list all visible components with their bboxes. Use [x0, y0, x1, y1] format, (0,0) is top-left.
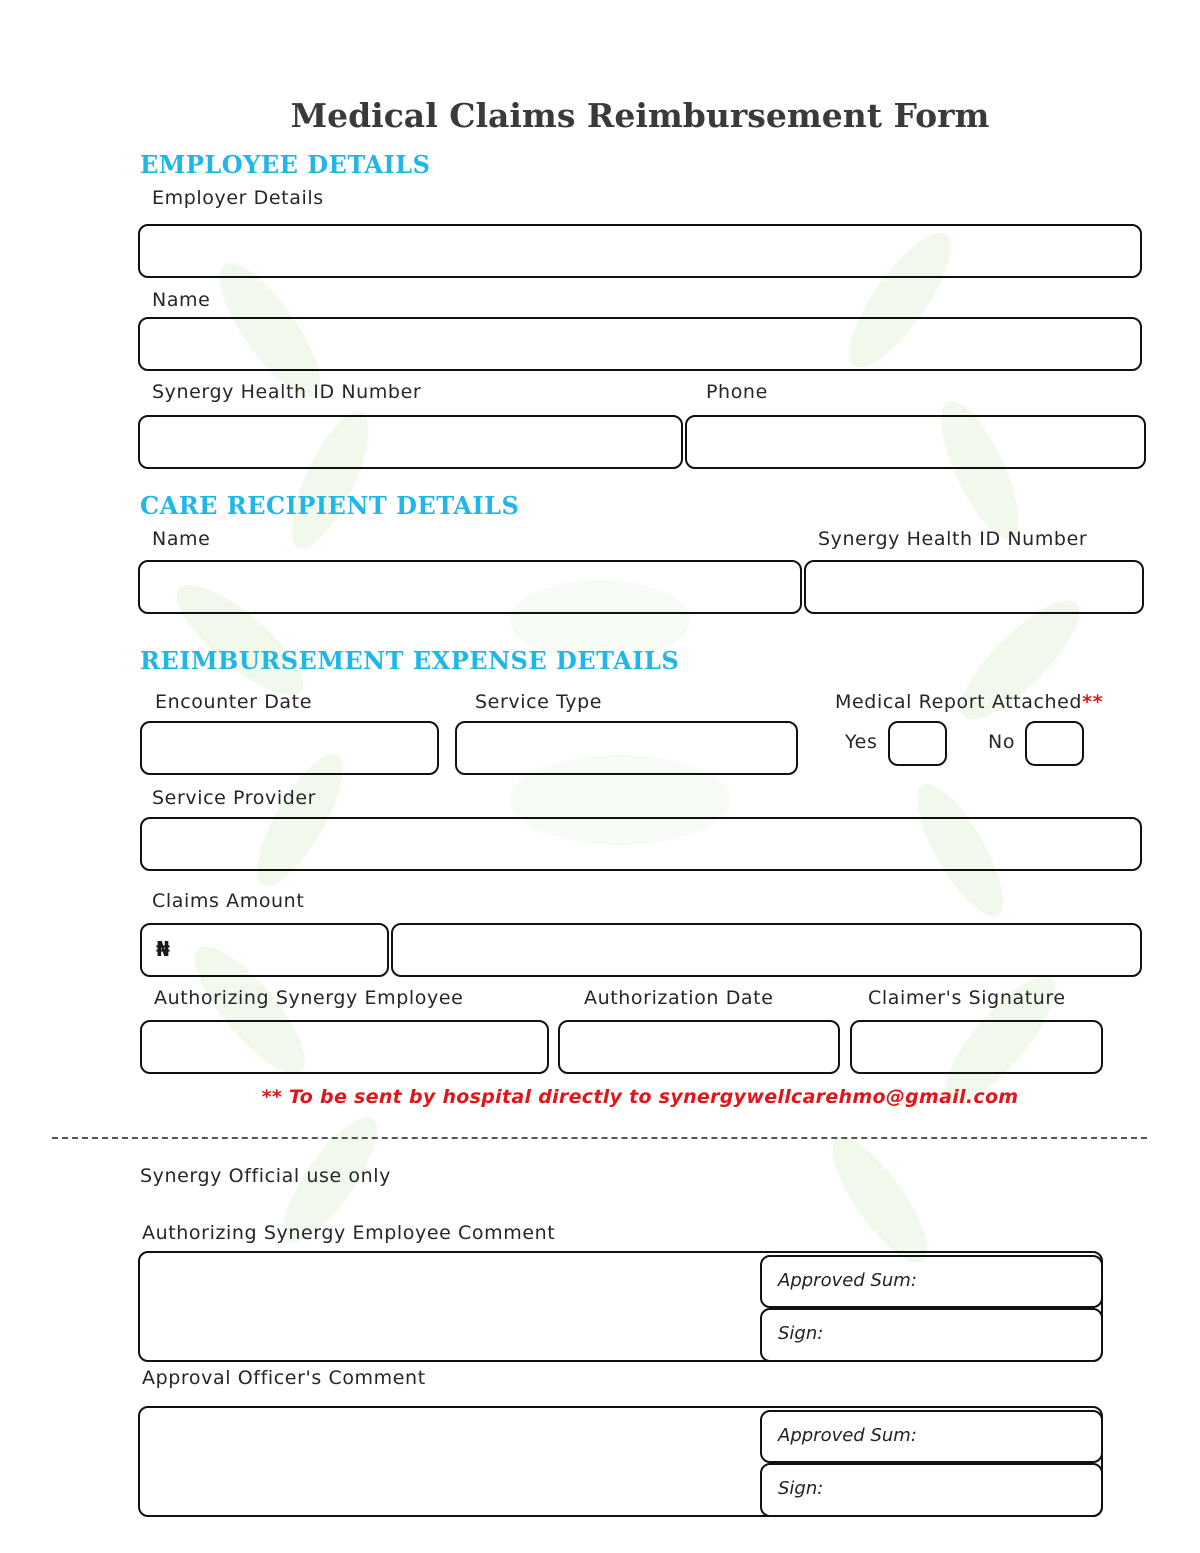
service-type-field[interactable]	[455, 721, 798, 775]
approved-sum-field-2[interactable]	[760, 1410, 1103, 1463]
service-provider-field[interactable]	[140, 817, 1142, 871]
service-type-value	[457, 736, 471, 757]
employee-details-heading: EMPLOYEE DETAILS	[140, 150, 431, 179]
approved-sum-field-1[interactable]	[760, 1255, 1103, 1308]
claims-amount-words-value	[393, 938, 407, 959]
recipient-name-value	[140, 575, 154, 596]
sign-field-2[interactable]	[760, 1463, 1103, 1517]
claims-amount-words-field[interactable]	[391, 923, 1142, 977]
employee-phone-label: Phone	[706, 381, 768, 403]
approval-officer-comment-label: Approval Officer's Comment	[142, 1367, 426, 1389]
service-provider-value	[142, 832, 156, 853]
no-label: No	[988, 731, 1016, 753]
authorization-date-field[interactable]	[558, 1020, 840, 1074]
employer-details-field[interactable]	[138, 224, 1142, 278]
no-checkbox[interactable]	[1025, 721, 1084, 766]
hospital-email-note: ** To be sent by hospital directly to synergywellcarehmo@gmail.com	[261, 1086, 1019, 1108]
medical-report-label	[835, 691, 1103, 713]
authorizing-comment-label: Authorizing Synergy Employee Comment	[142, 1222, 556, 1244]
employee-name-field[interactable]	[138, 317, 1142, 371]
authorization-date-value	[560, 1035, 574, 1056]
employer-details-label: Employer Details	[152, 187, 324, 209]
claimer-signature-value	[852, 1035, 866, 1056]
medical-report-text: Medical Report Attached	[835, 691, 1083, 713]
recipient-name-label: Name	[152, 528, 211, 550]
official-use-heading: Synergy Official use only	[140, 1165, 392, 1187]
sign-field-1[interactable]	[760, 1308, 1103, 1362]
sign-label-1: Sign:	[778, 1323, 824, 1344]
encounter-date-label: Encounter Date	[155, 691, 313, 713]
encounter-date-value	[142, 736, 156, 757]
naira-symbol: ₦	[156, 937, 170, 961]
authorizing-employee-label: Authorizing Synergy Employee	[154, 987, 464, 1009]
recipient-health-id-value	[806, 575, 820, 596]
recipient-name-field[interactable]	[138, 560, 802, 614]
approved-sum-label-2: Approved Sum:	[778, 1425, 917, 1446]
form-title: Medical Claims Reimbursement Form	[290, 96, 990, 135]
care-recipient-heading: CARE RECIPIENT DETAILS	[140, 491, 520, 520]
claimer-signature-label: Claimer's Signature	[868, 987, 1066, 1009]
authorizing-employee-field[interactable]	[140, 1020, 549, 1074]
yes-checkbox[interactable]	[888, 721, 947, 766]
claimer-signature-field[interactable]	[850, 1020, 1103, 1074]
cut-line-divider	[52, 1137, 1147, 1139]
claims-amount-label: Claims Amount	[152, 890, 305, 912]
employee-name-label: Name	[152, 289, 211, 311]
service-type-label: Service Type	[475, 691, 603, 713]
recipient-health-id-field[interactable]	[804, 560, 1144, 614]
approved-sum-label-1: Approved Sum:	[778, 1270, 917, 1291]
recipient-health-id-label: Synergy Health ID Number	[818, 528, 1088, 550]
sign-label-2: Sign:	[778, 1478, 824, 1499]
employee-health-id-value	[140, 430, 154, 451]
employee-phone-field[interactable]	[685, 415, 1146, 469]
service-provider-label: Service Provider	[152, 787, 317, 809]
employee-phone-value	[687, 430, 701, 451]
reimbursement-expense-heading: REIMBURSEMENT EXPENSE DETAILS	[140, 646, 680, 675]
encounter-date-field[interactable]	[140, 721, 439, 775]
employee-name-value	[140, 332, 154, 353]
claims-amount-value	[170, 940, 176, 961]
yes-label: Yes	[845, 731, 878, 753]
authorizing-employee-value	[142, 1035, 156, 1056]
employee-health-id-field[interactable]	[138, 415, 683, 469]
employer-details-value	[140, 239, 154, 260]
claims-amount-field[interactable]	[140, 923, 389, 977]
authorization-date-label: Authorization Date	[584, 987, 774, 1009]
employee-health-id-label: Synergy Health ID Number	[152, 381, 422, 403]
required-marker: **	[1082, 691, 1104, 713]
